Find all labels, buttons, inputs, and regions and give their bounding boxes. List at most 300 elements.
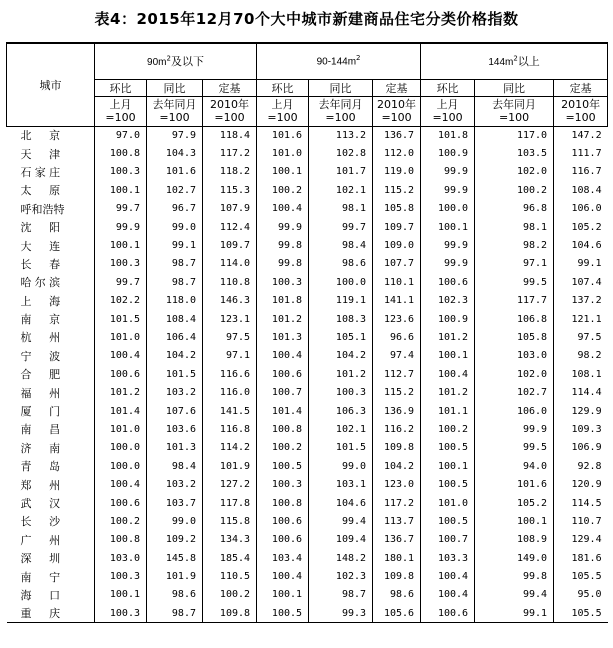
index-cell: 114.4 [554,383,608,401]
table-row [7,163,608,181]
index-cell: 113.7 [373,512,421,530]
index-cell: 100.6 [257,365,309,383]
index-cell: 99.9 [257,218,309,236]
index-cell: 102.2 [95,292,147,310]
index-cell: 105.1 [309,328,373,346]
index-cell: 99.8 [475,567,554,585]
index-cell: 112.0 [373,144,421,162]
index-cell: 109.8 [373,567,421,585]
index-cell: 103.0 [475,347,554,365]
base-header-bottom: =100 [565,111,596,124]
index-cell: 114.5 [554,494,608,512]
index-cell: 137.2 [554,292,608,310]
base-header-bottom: =100 [498,111,530,124]
index-cell: 100.4 [257,347,309,365]
index-cell: 99.3 [309,604,373,622]
index-cell: 100.6 [95,494,147,512]
index-cell: 97.9 [147,126,203,144]
index-cell: 116.2 [373,420,421,438]
index-cell: 134.3 [203,531,257,549]
city-name: 福州 [20,386,78,400]
index-cell: 102.1 [309,181,373,199]
index-cell: 136.7 [373,531,421,549]
index-cell: 101.5 [147,365,203,383]
index-cell: 111.7 [554,144,608,162]
index-cell: 100.1 [95,586,147,604]
base-header-2 [554,96,608,126]
index-cell: 129.4 [554,531,608,549]
table-row [7,439,608,457]
table-row [7,531,608,549]
index-cell: 104.2 [147,347,203,365]
index-cell: 102.3 [421,292,475,310]
index-cell: 115.3 [203,181,257,199]
index-cell: 101.4 [257,402,309,420]
index-cell: 105.2 [475,494,554,512]
index-cell: 102.0 [475,365,554,383]
index-cell: 100.1 [257,586,309,604]
index-cell: 101.0 [421,494,475,512]
index-cell: 98.1 [309,200,373,218]
index-cell: 100.4 [95,475,147,493]
index-cell: 101.9 [147,567,203,585]
index-cell: 104.6 [554,236,608,254]
index-cell: 103.1 [309,475,373,493]
index-cell: 105.8 [373,200,421,218]
sub-header-1: 同比 [475,79,554,96]
base-header-top: 2010年 [377,98,417,111]
index-cell: 100.5 [421,439,475,457]
index-cell: 98.6 [309,255,373,273]
index-cell: 141.1 [373,292,421,310]
index-cell: 106.8 [475,310,554,328]
index-cell: 100.1 [257,163,309,181]
index-cell: 92.8 [554,457,608,475]
table-row [7,604,608,622]
index-cell: 145.8 [147,549,203,567]
index-cell: 101.6 [475,475,554,493]
index-cell: 101.6 [147,163,203,181]
base-header-1 [475,96,554,126]
index-cell: 99.1 [554,255,608,273]
city-name: 合肥 [20,368,78,382]
sub-header-0: 环比 [421,79,475,96]
index-cell: 101.2 [421,328,475,346]
city-name: 青岛 [20,460,78,474]
city-name: 广州 [20,533,78,547]
index-cell: 117.7 [475,292,554,310]
city-name: 深圳 [20,552,78,566]
table-row [7,255,608,273]
index-cell: 110.7 [554,512,608,530]
index-cell: 127.2 [203,475,257,493]
index-cell: 100.8 [95,531,147,549]
base-header-bottom: =100 [214,111,245,124]
index-cell: 109.7 [203,236,257,254]
index-cell: 101.5 [95,310,147,328]
index-cell: 100.2 [257,439,309,457]
index-cell: 112.4 [203,218,257,236]
index-cell: 101.8 [421,126,475,144]
index-cell: 101.2 [257,310,309,328]
index-cell: 100.1 [421,457,475,475]
index-cell: 117.2 [203,144,257,162]
index-cell: 99.9 [421,255,475,273]
table-row [7,457,608,475]
city-name: 南昌 [20,423,78,437]
index-cell: 103.4 [257,549,309,567]
index-cell: 103.2 [147,475,203,493]
table-row [7,273,608,291]
base-header-bottom: =100 [159,111,190,124]
index-cell: 98.7 [309,586,373,604]
city-name: 南京 [20,313,78,327]
index-cell: 97.0 [95,126,147,144]
index-cell: 106.0 [475,402,554,420]
index-cell: 98.4 [309,236,373,254]
table-row [7,365,608,383]
city-name: 宁波 [20,349,78,363]
table-row [7,586,608,604]
index-cell: 100.0 [309,273,373,291]
city-name: 天津 [20,147,78,161]
table-row [7,567,608,585]
index-cell: 121.1 [554,310,608,328]
table-row [7,383,608,401]
index-cell: 105.6 [373,604,421,622]
index-cell: 147.2 [554,126,608,144]
index-cell: 118.4 [203,126,257,144]
index-cell: 108.1 [554,365,608,383]
index-cell: 105.5 [554,604,608,622]
index-cell: 98.4 [147,457,203,475]
index-cell: 100.3 [257,273,309,291]
table-row [7,512,608,530]
index-cell: 107.4 [554,273,608,291]
sub-header-1: 同比 [309,79,373,96]
index-cell: 98.6 [373,586,421,604]
base-header-top: 去年同月 [152,98,197,111]
index-cell: 99.0 [309,457,373,475]
city-name: 南宁 [20,570,78,584]
index-cell: 99.9 [421,181,475,199]
index-cell: 99.5 [475,439,554,457]
index-cell: 100.4 [95,347,147,365]
index-cell: 106.4 [147,328,203,346]
index-cell: 99.5 [475,273,554,291]
index-cell: 116.0 [203,383,257,401]
index-cell: 99.8 [257,236,309,254]
group-header-medium: $90-144m^2$ [257,43,421,79]
index-cell: 100.8 [257,420,309,438]
base-header-top: 2010年 [561,98,601,111]
group-header-small: $90m^2$及以下 [95,43,257,79]
index-cell: 99.7 [309,218,373,236]
index-cell: 99.9 [475,420,554,438]
index-cell: 113.2 [309,126,373,144]
table-row [7,549,608,567]
index-cell: 101.7 [309,163,373,181]
index-cell: 105.5 [554,567,608,585]
index-cell: 100.1 [95,181,147,199]
index-cell: 101.3 [257,328,309,346]
index-cell: 107.9 [203,200,257,218]
table-row [7,126,608,144]
table-row [7,420,608,438]
city-name: 长沙 [20,515,78,529]
base-header-0 [421,96,475,126]
index-cell: 108.4 [147,310,203,328]
index-cell: 100.1 [95,236,147,254]
index-cell: 100.6 [95,365,147,383]
index-cell: 100.1 [421,218,475,236]
index-cell: 100.8 [95,144,147,162]
base-header-top: 2010年 [210,98,250,111]
index-cell: 102.1 [309,420,373,438]
city-name: 大连 [20,239,78,253]
index-cell: 100.6 [257,512,309,530]
index-cell: 117.2 [373,494,421,512]
index-cell: 99.0 [147,512,203,530]
index-cell: 100.4 [257,200,309,218]
city-name: 济南 [20,441,78,455]
index-cell: 120.9 [554,475,608,493]
index-cell: 146.3 [203,292,257,310]
table-row [7,144,608,162]
sub-header-0: 环比 [95,79,147,96]
index-cell: 100.0 [95,439,147,457]
base-header-bottom: =100 [267,111,298,124]
index-cell: 106.0 [554,200,608,218]
table-row [7,236,608,254]
index-cell: 100.7 [421,531,475,549]
index-cell: 116.8 [203,420,257,438]
city-name: 石家庄 [20,165,64,179]
index-cell: 110.5 [203,567,257,585]
index-cell: 100.5 [421,512,475,530]
city-name: 郑州 [20,478,78,492]
index-cell: 99.1 [475,604,554,622]
table-row [7,181,608,199]
city-name: 沈阳 [20,221,78,235]
price-index-table [6,42,608,623]
index-cell: 99.1 [147,236,203,254]
group-header-large: $144m^2$以上 [421,43,608,79]
index-cell: 104.2 [373,457,421,475]
index-cell: 99.4 [309,512,373,530]
index-cell: 104.6 [309,494,373,512]
city-name: 长春 [20,257,78,271]
table-row [7,200,608,218]
sub-header-2: 定基 [373,79,421,96]
city-name: 太原 [20,184,78,198]
index-cell: 100.6 [257,531,309,549]
index-cell: 109.7 [373,218,421,236]
index-cell: 100.4 [421,586,475,604]
index-cell: 149.0 [475,549,554,567]
index-cell: 136.9 [373,402,421,420]
index-cell: 100.3 [95,255,147,273]
sub-header-2: 定基 [554,79,608,96]
city-name: 哈尔滨 [20,276,64,290]
index-cell: 136.7 [373,126,421,144]
index-cell: 100.5 [257,604,309,622]
index-cell: 115.2 [373,383,421,401]
index-cell: 123.1 [203,310,257,328]
sub-header-2: 定基 [203,79,257,96]
index-cell: 115.2 [373,181,421,199]
index-cell: 97.4 [373,347,421,365]
index-cell: 99.7 [95,273,147,291]
index-cell: 104.3 [147,144,203,162]
index-cell: 96.7 [147,200,203,218]
sub-header-0: 环比 [257,79,309,96]
index-cell: 181.6 [554,549,608,567]
index-cell: 105.8 [475,328,554,346]
index-cell: 96.8 [475,200,554,218]
index-cell: 98.2 [554,347,608,365]
index-cell: 100.4 [257,567,309,585]
base-header-1 [147,96,203,126]
base-header-top: 上月 [109,98,132,111]
index-cell: 100.2 [203,586,257,604]
index-cell: 101.0 [95,420,147,438]
index-cell: 108.9 [475,531,554,549]
index-cell: 100.6 [421,273,475,291]
index-cell: 114.0 [203,255,257,273]
base-header-2 [373,96,421,126]
base-header-0 [95,96,147,126]
city-name: 北京 [20,129,78,143]
index-cell: 119.1 [309,292,373,310]
index-cell: 101.0 [257,144,309,162]
index-cell: 99.4 [475,586,554,604]
city-name: 上海 [20,294,78,308]
index-cell: 123.6 [373,310,421,328]
index-cell: 100.1 [421,347,475,365]
index-cell: 101.2 [95,383,147,401]
index-cell: 100.5 [421,475,475,493]
index-cell: 141.5 [203,402,257,420]
index-cell: 112.7 [373,365,421,383]
index-cell: 101.6 [257,126,309,144]
index-cell: 102.7 [475,383,554,401]
index-cell: 115.8 [203,512,257,530]
index-cell: 96.6 [373,328,421,346]
base-header-top: 上月 [271,98,294,111]
index-cell: 119.0 [373,163,421,181]
index-cell: 99.9 [421,163,475,181]
index-cell: 100.9 [421,310,475,328]
index-cell: 109.2 [147,531,203,549]
index-cell: 104.2 [309,347,373,365]
index-cell: 117.8 [203,494,257,512]
index-cell: 99.7 [95,200,147,218]
city-name: 武汉 [20,497,78,510]
index-cell: 102.0 [475,163,554,181]
index-cell: 98.6 [147,586,203,604]
index-cell: 103.3 [421,549,475,567]
city-name: 杭州 [20,331,78,345]
base-header-bottom: =100 [381,111,412,124]
index-cell: 101.1 [421,402,475,420]
index-cell: 98.1 [475,218,554,236]
index-cell: 98.2 [475,236,554,254]
index-cell: 100.2 [257,181,309,199]
index-cell: 99.9 [95,218,147,236]
index-cell: 100.2 [475,181,554,199]
index-cell: 118.2 [203,163,257,181]
sub-header-1: 同比 [147,79,203,96]
index-cell: 94.0 [475,457,554,475]
index-cell: 98.7 [147,255,203,273]
index-cell: 109.8 [373,439,421,457]
city-name: 重庆 [7,604,95,622]
index-cell: 109.3 [554,420,608,438]
index-cell: 180.1 [373,549,421,567]
index-cell: 97.5 [554,328,608,346]
index-cell: 185.4 [203,549,257,567]
index-cell: 100.7 [257,383,309,401]
index-cell: 99.9 [421,236,475,254]
index-cell: 100.9 [421,144,475,162]
index-cell: 103.6 [147,420,203,438]
index-cell: 123.0 [373,475,421,493]
index-cell: 148.2 [309,549,373,567]
index-cell: 97.1 [475,255,554,273]
index-cell: 100.2 [421,420,475,438]
index-cell: 100.0 [421,200,475,218]
index-cell: 103.2 [147,383,203,401]
index-cell: 97.1 [203,347,257,365]
base-header-top: 去年同月 [318,98,363,111]
city-name: 呼和浩特 [20,202,65,216]
index-cell: 100.3 [309,383,373,401]
index-cell: 107.6 [147,402,203,420]
index-cell: 107.7 [373,255,421,273]
index-cell: 114.2 [203,439,257,457]
index-cell: 109.8 [203,604,257,622]
index-cell: 99.8 [257,255,309,273]
index-cell: 100.2 [95,512,147,530]
table-row [7,328,608,346]
base-header-top: 去年同月 [492,98,537,111]
table-row [7,475,608,493]
index-cell: 101.0 [95,328,147,346]
index-cell: 100.3 [95,604,147,622]
index-cell: 98.7 [147,604,203,622]
index-cell: 101.8 [257,292,309,310]
index-cell: 109.4 [309,531,373,549]
index-cell: 106.3 [309,402,373,420]
base-header-2 [203,96,257,126]
index-cell: 100.0 [95,457,147,475]
index-cell: 100.5 [257,457,309,475]
base-header-0 [257,96,309,126]
index-cell: 108.3 [309,310,373,328]
table-row [7,347,608,365]
city-name: 厦门 [20,405,78,419]
index-cell: 95.0 [554,586,608,604]
index-cell: 97.5 [203,328,257,346]
index-cell: 110.8 [203,273,257,291]
index-cell: 110.1 [373,273,421,291]
index-cell: 99.0 [147,218,203,236]
index-cell: 100.6 [421,604,475,622]
index-cell: 100.4 [421,365,475,383]
index-cell: 108.4 [554,181,608,199]
index-cell: 109.0 [373,236,421,254]
